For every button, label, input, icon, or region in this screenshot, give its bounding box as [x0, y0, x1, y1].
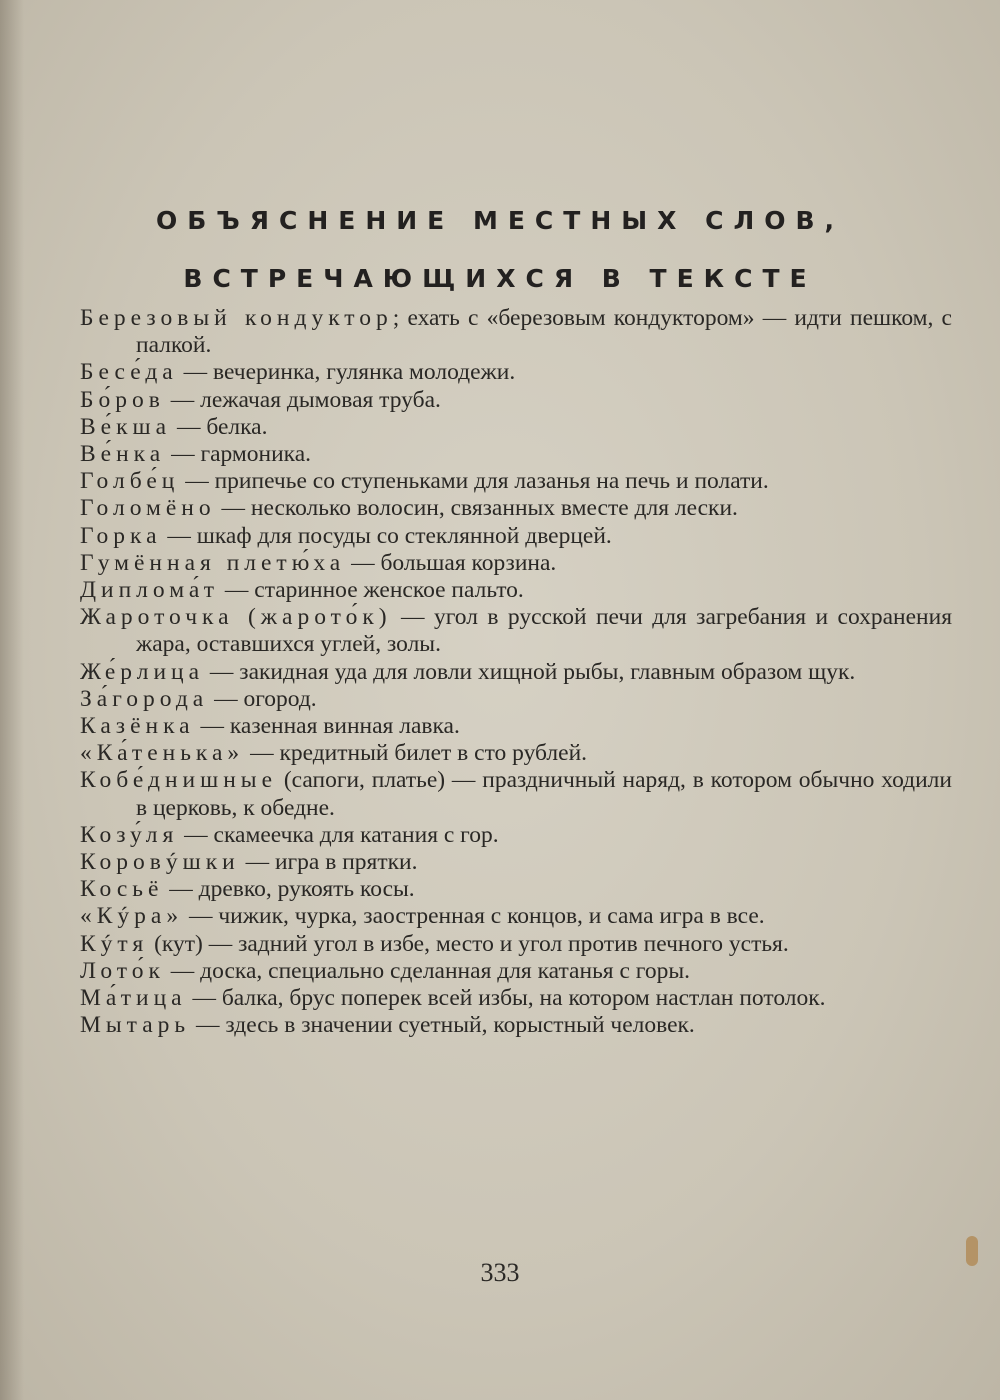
glossary-entry	[80, 985, 952, 1012]
glossary-entry	[80, 1012, 952, 1039]
spine-shadow	[0, 0, 24, 1400]
glossary-heading	[80, 192, 920, 308]
glossary-entry	[80, 822, 952, 849]
entry-definition: — огород.	[208, 685, 317, 712]
entry-definition: ; ехать с «березовым кондуктором» — идти пешком, с палкой.	[136, 305, 952, 359]
entry-definition: (сапоги, платье) — праздничный наряд, в котором обычно ходили в церковь, к обедне.	[136, 767, 952, 821]
entry-term: Ве́нка	[80, 441, 166, 468]
entry-term: Ма́тица	[80, 985, 187, 1012]
glossary-entry	[80, 686, 952, 713]
glossary-entry	[80, 767, 952, 821]
heading-line-1: ОБЪЯСНЕНИЕ МЕСТНЫХ СЛОВ,	[155, 206, 845, 235]
paper-stain	[966, 1236, 978, 1266]
entry-term: «Ка́тенька»	[80, 740, 245, 767]
entry-term: Козу́ля	[80, 821, 179, 848]
entry-term: Березовый кондуктор	[80, 305, 393, 331]
entry-term: Гумённая плетю́ха	[80, 549, 346, 576]
glossary-entry	[80, 876, 952, 903]
entry-definition: — древко, рукоять косы.	[163, 876, 415, 903]
entry-term: Бесе́да	[80, 359, 178, 386]
entry-term: За́города	[80, 685, 209, 712]
entry-definition: — вечеринка, гулянка молодежи.	[177, 359, 516, 386]
entry-definition: — чижик, чурка, заостренная с концов, и сама игра в все.	[183, 903, 765, 930]
entry-definition: (кут) — задний угол в избе, место и угол против печного устья.	[148, 930, 789, 957]
glossary-entry	[80, 387, 952, 414]
page-number: 333	[480, 1258, 520, 1287]
entry-definition: — белка.	[171, 413, 268, 440]
glossary-entry	[80, 903, 952, 930]
entry-term: Ве́кша	[80, 413, 172, 440]
entry-term: «Кýра»	[80, 903, 184, 930]
entry-definition: — игра в прятки.	[239, 849, 418, 876]
glossary-entry	[80, 958, 952, 985]
entry-definition: — скамеечка для катания с гор.	[178, 821, 499, 848]
glossary-entries	[80, 305, 952, 1039]
glossary-entry	[80, 523, 952, 550]
glossary-entry	[80, 495, 952, 522]
entry-definition: — лежачая дымовая труба.	[164, 386, 441, 413]
entry-term: Жароточка (жарото́к)	[80, 604, 392, 631]
entry-term: Лото́к	[80, 957, 165, 984]
entry-definition: — кредитный билет в сто рублей.	[244, 740, 588, 767]
entry-definition: — угол в русской печи для загребания и сохранения жара, оставшихся углей, золы.	[136, 604, 953, 658]
entry-definition: — балка, брус поперек всей избы, на котором настлан потолок.	[186, 985, 826, 1012]
entry-definition: — шкаф для посуды со стеклянной дверцей.	[161, 522, 612, 549]
heading-line-2: ВСТРЕЧАЮЩИХСЯ В ТЕКСТЕ	[183, 264, 817, 293]
entry-term: Же́рлица	[80, 658, 205, 685]
glossary-entry	[80, 849, 952, 876]
entry-term: Кобе́днишные	[80, 767, 278, 794]
entry-definition: — припечье со ступеньками для лазанья на печь и полати.	[179, 468, 769, 495]
entry-term: Бо́ров	[80, 386, 165, 413]
entry-term: Голбе́ц	[80, 468, 180, 495]
entry-definition: — гармоника.	[165, 441, 312, 468]
glossary-entry	[80, 468, 952, 495]
entry-definition: — старинное женское пальто.	[219, 577, 524, 604]
glossary-entry	[80, 441, 952, 468]
glossary-entry	[80, 577, 952, 604]
glossary-entry	[80, 359, 952, 386]
entry-term: Мытарь	[80, 1012, 191, 1039]
glossary-entry	[80, 604, 952, 658]
glossary-entry	[80, 305, 952, 359]
entry-definition: — несколько волосин, связанных вместе для лески.	[215, 495, 738, 522]
entry-term: Горка	[80, 522, 162, 549]
entry-definition: — казенная винная лавка.	[194, 713, 460, 740]
entry-term: Кýтя	[80, 930, 149, 957]
entry-term: Казёнка	[80, 713, 195, 740]
glossary-entry	[80, 550, 952, 577]
entry-term: Косьё	[80, 876, 164, 903]
entry-term: Коровýшки	[80, 849, 240, 876]
glossary-entry	[80, 740, 952, 767]
glossary-entry	[80, 713, 952, 740]
entry-term: Голомёно	[80, 495, 216, 522]
entry-definition: — доска, специально сделанная для катанья с горы.	[164, 957, 690, 984]
entry-definition: — большая корзина.	[345, 549, 557, 576]
glossary-entry	[80, 659, 952, 686]
entry-definition: — здесь в значении суетный, корыстный человек.	[190, 1012, 695, 1039]
entry-definition: — закидная уда для ловли хищной рыбы, главным образом щук.	[204, 658, 856, 685]
glossary-entry	[80, 931, 952, 958]
glossary-entry	[80, 414, 952, 441]
entry-term: Диплома́т	[80, 577, 220, 604]
